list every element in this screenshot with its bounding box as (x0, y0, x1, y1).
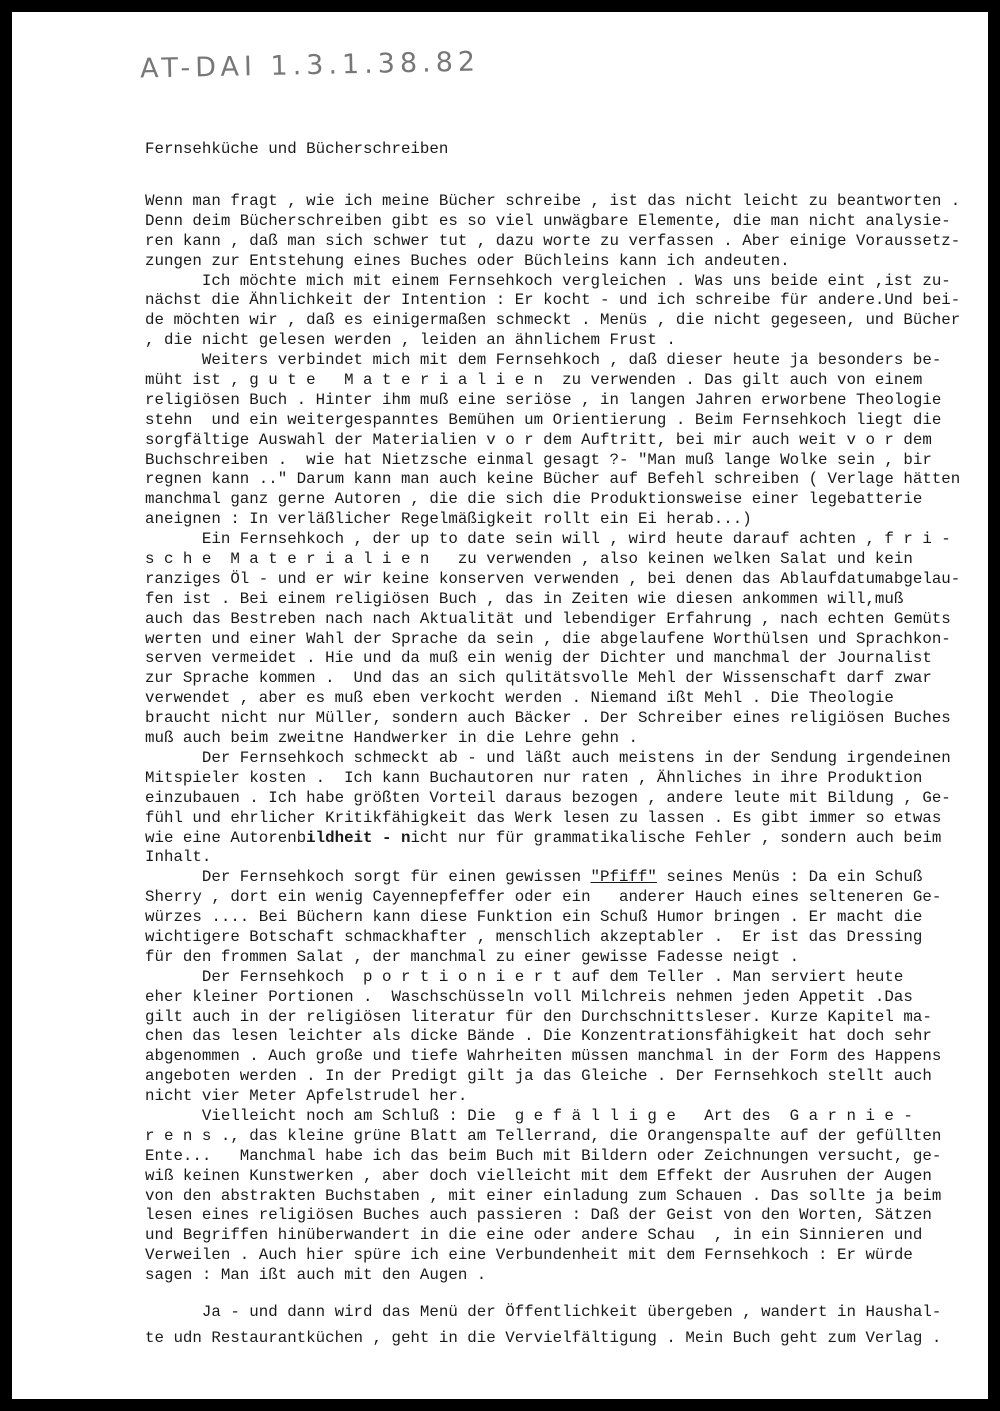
text-line: einzubauen . Ich habe größten Vorteil daraus bezogen , andere leute mit Bildung , Ge- (145, 788, 951, 807)
text-line: fühl und ehrlicher Kritikfähigkeit das Werk lesen zu lassen . Es gibt immer so etwas (145, 808, 942, 827)
text-line: Ja - und dann wird das Menü der Öffentlichkeit übergeben , wandert in Haushal- (145, 1302, 942, 1321)
text-line: manchmal ganz gerne Autoren , die die sich die Produktionsweise einer legebatterie (145, 490, 923, 509)
text-line: zur Sprache kommen . Und das an sich qulitätsvolle Mehl der Wissenschaft darf zwar (145, 669, 932, 688)
text-line: verwendet , aber es muß eben verkocht werden . Niemand ißt Mehl . Die Theologie (145, 689, 894, 708)
text-line: Buchschreiben . wie hat Nietzsche einmal gesagt ?- "Man muß lange Wolke sein , bir (145, 450, 932, 469)
document-page (12, 12, 988, 1399)
text-line: r e n s ., das kleine grüne Blatt am Tellerrand, die Orangenspalte auf der gefüllten (145, 1126, 942, 1145)
text-line: Der Fernsehkoch p o r t i o n i e r t auf dem Teller . Man serviert heute (145, 967, 904, 986)
text-line: von den abstrakten Buchstaben , mit einer einladung zum Schauen . Das sollte ja beim (145, 1186, 942, 1205)
text-line: Weiters verbindet mich mit dem Fernsehkoch , daß dieser heute ja besonders be- (145, 351, 942, 370)
archive-stamp: AT-DAI 1.3.1.38.82 (139, 46, 481, 85)
text-line: und Begriffen hinüberwandert in die eine oder andere Schau , in ein Sinnieren und (145, 1226, 923, 1245)
text-line: Denn deim Bücherschreiben gibt es so viel unwägbare Elemente, die man nicht analysie- (145, 211, 951, 230)
text-line: Mitspieler kosten . Ich kann Buchautoren nur raten , Ähnliches in ihre Produktion (145, 768, 923, 787)
text-line: wie eine Autorenbildheit - nicht nur für grammatikalische Fehler , sondern auch beim (145, 828, 942, 847)
text-line: sorgfältige Auswahl der Materialien v o r dem Auftritt, bei mir auch weit v o r dem (145, 430, 932, 449)
text-line: wiß keinen Kunstwerken , aber doch vielleicht mit dem Effekt der Ausruhen der Augen (145, 1166, 932, 1185)
document-title: Fernsehküche und Bücherschreiben (145, 140, 449, 158)
text-line: chen das lesen leichter als dicke Bände . Die Konzentrationsfähigkeit hat doch sehr (145, 1027, 932, 1046)
text-line: Ente... Manchmal habe ich das beim Buch mit Bildern oder Zeichnungen versucht, ge- (145, 1146, 942, 1165)
text-line: müht ist , g u t e M a t e r i a l i e n zu verwenden . Das gilt auch von einem (145, 371, 923, 390)
text-line: Sherry , dort ein wenig Cayennepfeffer oder ein anderer Hauch eines selteneren Ge- (145, 888, 942, 907)
text-line: s c h e M a t e r i a l i e n zu verwenden , also keinen welken Salat und kein (145, 550, 913, 569)
text-line: abgenommen . Auch große und tiefe Wahrheiten müssen manchmal in der Form des Happens (145, 1047, 942, 1066)
text-line: religiösen Buch . Hinter ihm muß eine seriöse , in langen Jahren erworbene Theologie (145, 390, 942, 409)
text-line: für den frommen Salat , der manchmal zu einer gewisse Fadesse neigt . (145, 947, 800, 966)
text-line: Wenn man fragt , wie ich meine Bücher schreibe , ist das nicht leicht zu beantworten . (145, 192, 961, 210)
text-line: ren kann , daß man sich schwer tut , dazu worte zu verfassen . Aber einige Voraussetz- (145, 231, 961, 250)
text-line: auch das Bestreben nach nach Aktualität und lebendiger Erfahrung , nach echten Gemüts (145, 609, 951, 628)
text-line: angeboten werden . In der Predigt gilt ja das Gleiche . Der Fernsehkoch stellt auch (145, 1067, 932, 1086)
paragraph-gap (145, 1286, 985, 1303)
text-line: , die nicht gelesen werden , leiden an ähnlichem Frust . (145, 331, 676, 350)
text-line: nächst die Ähnlichkeit der Intention : Er kocht - und ich schreibe für andere.Und bei- (145, 291, 961, 310)
text-line: aneignen : In verläßlicher Regelmäßigkeit rollt ein Ei herab...) (145, 510, 752, 529)
text-line: Verweilen . Auch hier spüre ich eine Verbundenheit mit dem Fernsehkoch : Er würde (145, 1246, 913, 1265)
text-line: braucht nicht nur Müller, sondern auch Bäcker . Der Schreiber eines religiösen Buches (145, 709, 951, 728)
text-line: sagen : Man ißt auch mit den Augen . (145, 1266, 487, 1285)
text-line: zungen zur Entstehung eines Buches oder Büchleins kann ich andeuten. (145, 251, 790, 270)
text-line: Ein Fernsehkoch , der up to date sein will , wird heute darauf achten , f r i - (145, 530, 951, 549)
text-line: regnen kann .." Darum kann man auch keine Bücher auf Befehl schreiben ( Verlage hätten (145, 470, 961, 489)
text-line: gilt auch in der religiösen literatur für den Durchschnittsleser. Kurze Kapitel ma- (145, 1007, 932, 1026)
text-line: wichtigere Botschaft schmackhafter , menschlich akzeptabler . Er ist das Dressing (145, 927, 923, 946)
text-line: würzes .... Bei Büchern kann diese Funktion ein Schuß Humor bringen . Er macht die (145, 908, 923, 927)
text-line: serven vermeidet . Hie und da muß ein wenig der Dichter und manchmal der Journalist (145, 649, 932, 668)
text-line: eher kleiner Portionen . Waschschüsseln voll Milchreis nehmen jeden Appetit .Das (145, 987, 913, 1006)
text-line: lesen eines religiösen Buches auch passieren : Daß der Geist von den Worten, Sätzen (145, 1206, 932, 1225)
text-line: nicht vier Meter Apfelstrudel her. (145, 1087, 468, 1106)
text-line: Der Fernsehkoch sorgt für einen gewissen "Pfiff" seines Menüs : Da ein Schuß (145, 868, 923, 887)
text-line: stehn und ein weitergespanntes Bemühen um Orientierung . Beim Fernsehkoch liegt die (145, 410, 942, 429)
document-body (145, 192, 985, 1349)
text-line: werten und einer Wahl der Sprache da sein , die abgelaufene Worthülsen und Sprachkon- (145, 629, 951, 648)
text-line: Der Fernsehkoch schmeckt ab - und läßt auch meistens in der Sendung irgendeinen (145, 748, 951, 767)
text-line: muß auch beim zweitne Handwerker in die Lehre gehn . (145, 729, 638, 748)
text-line: Inhalt. (145, 848, 212, 867)
text-line: fen ist . Bei einem religiösen Buch , das in Zeiten wie diesen ankommen will,muß (145, 589, 904, 608)
text-line: Ich möchte mich mit einem Fernsehkoch vergleichen . Was uns beide eint ,ist zu- (145, 271, 951, 290)
text-line: te udn Restaurantküchen , geht in die Vervielfältigung . Mein Buch geht zum Verlag . (145, 1328, 942, 1347)
text-line: Vielleicht noch am Schluß : Die g e f ä l l i g e Art des G a r n i e - (145, 1106, 913, 1125)
text-line: de möchten wir , daß es einigermaßen schmeckt . Menüs , die nicht gegeseen, und Bücher (145, 311, 961, 330)
text-line: ranziges Öl - und er wir keine konserven verwenden , bei denen das Ablaufdatumabgelau- (145, 569, 961, 588)
